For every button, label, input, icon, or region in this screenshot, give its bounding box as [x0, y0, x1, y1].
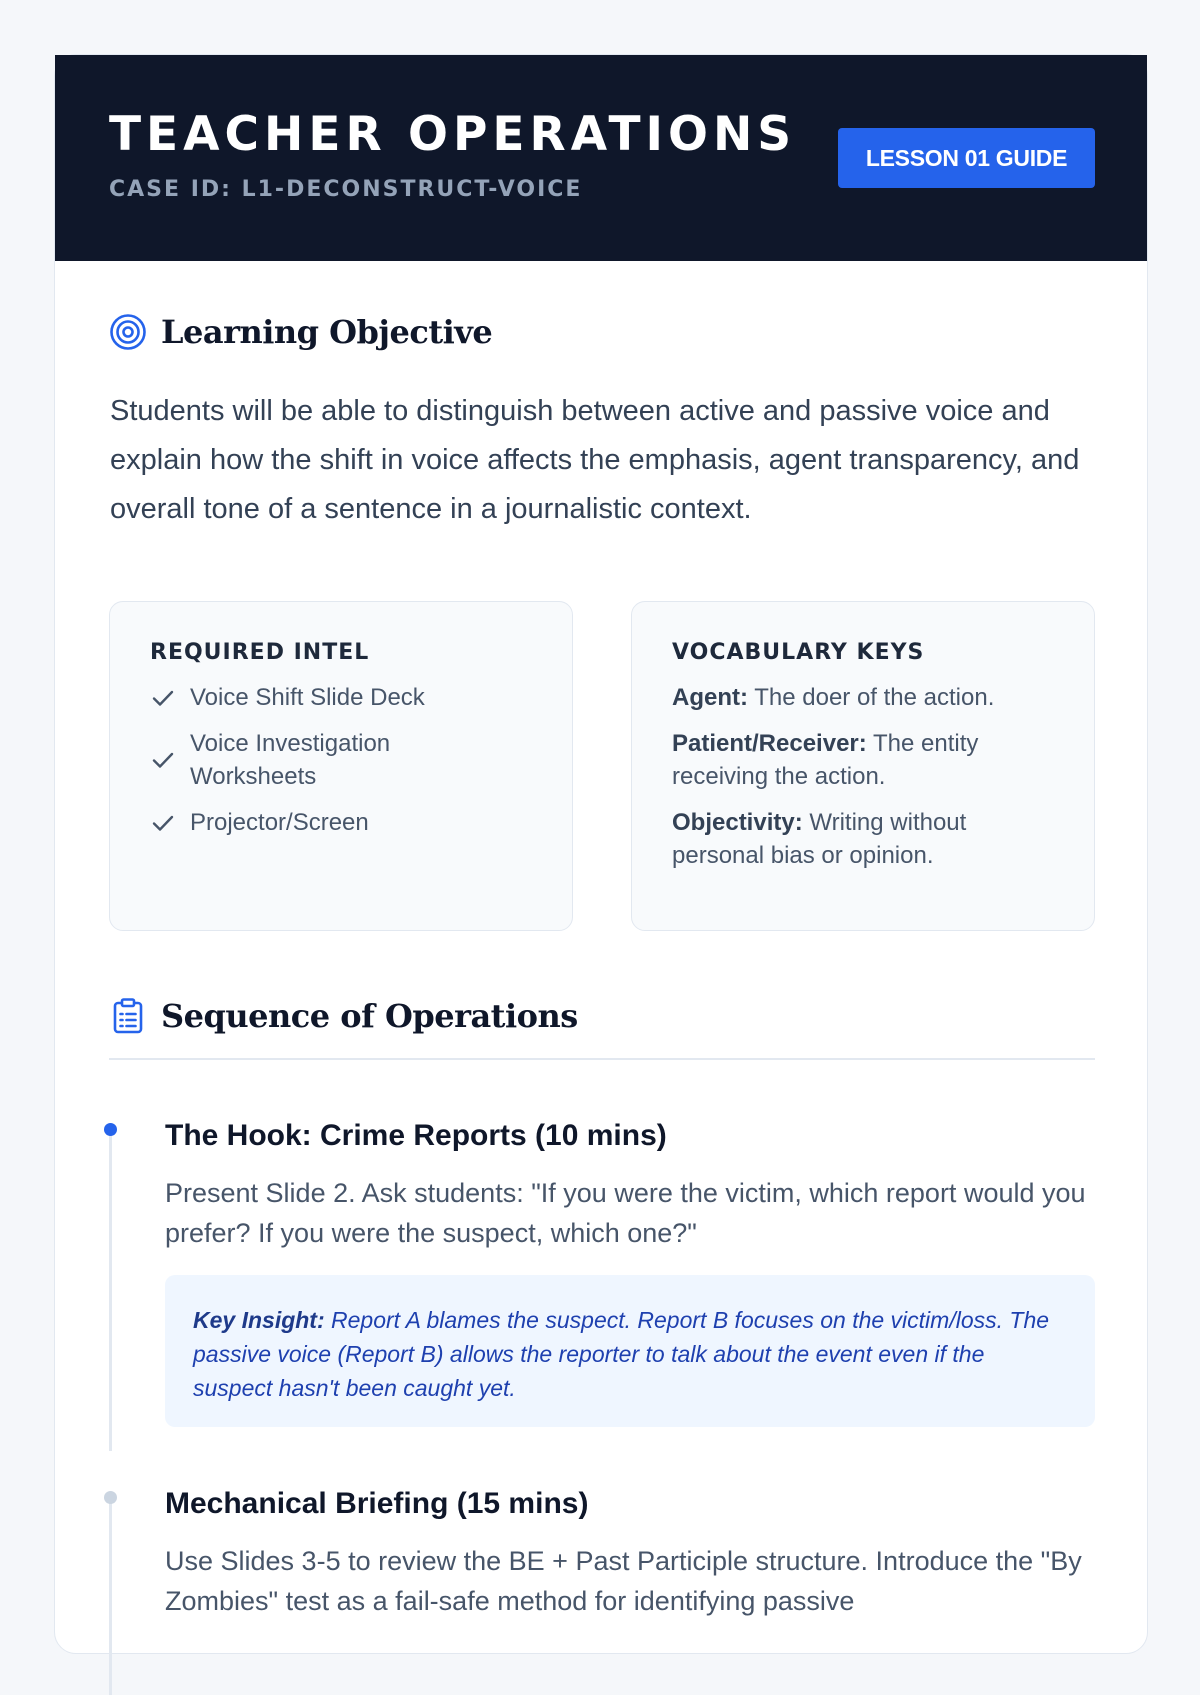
timeline-dot-inactive [104, 1491, 117, 1504]
vocab-term: Agent: [672, 684, 748, 711]
intel-item-label: Projector/Screen [190, 809, 369, 836]
key-insight-text: Report A blames the suspect. Report B focuses on the victim/loss. The passive voice (Report B) allows the reporter to talk about the event even if the suspect hasn't been caught yet. [193, 1307, 1050, 1401]
timeline-dot-active [104, 1123, 117, 1136]
step-title: Mechanical Briefing (15 mins) [165, 1487, 589, 1520]
vocab-term: Patient/Receiver: [672, 730, 867, 757]
timeline-step [109, 1119, 1095, 1487]
vocab-definition: The doer of the action. [747, 684, 995, 711]
intel-item [150, 681, 532, 714]
vocabulary-keys-panel [631, 601, 1095, 931]
learning-objective-title: Learning Objective [161, 313, 493, 351]
required-intel-title: REQUIRED INTEL [150, 640, 370, 665]
key-insight-label: Key Insight: [193, 1307, 325, 1333]
vocab-item [672, 806, 1054, 872]
target-icon [109, 313, 147, 351]
vocab-item [672, 681, 1054, 714]
step-description: Present Slide 2. Ask students: "If you were the victim, which report would you prefer? If you were the suspect, which one?" [165, 1178, 1086, 1248]
key-insight-box [165, 1275, 1095, 1427]
clipboard-list-icon [109, 997, 147, 1035]
vocab-definition: The entity receiving the action. [672, 730, 979, 790]
check-icon [150, 747, 176, 773]
section-divider [109, 1058, 1095, 1060]
sequence-heading [109, 997, 578, 1035]
timeline-step [109, 1487, 1095, 1695]
header-banner [55, 55, 1147, 261]
intel-item [150, 727, 532, 793]
vocab-definition: Writing without personal bias or opinion. [672, 809, 967, 869]
vocab-term: Objectivity: [672, 809, 803, 836]
step-description: Use Slides 3-5 to review the BE + Past Participle structure. Introduce the "By Zombies" test as a fail-safe method for identifying passive [165, 1546, 1082, 1616]
sequence-title: Sequence of Operations [161, 997, 578, 1035]
guide-card [54, 54, 1148, 1654]
vocab-item [672, 727, 1054, 793]
page-title: TEACHER OPERATIONS [109, 107, 797, 162]
intel-item-label: Voice Investigation Worksheets [190, 730, 391, 790]
vocabulary-keys-title: VOCABULARY KEYS [672, 640, 925, 665]
check-icon [150, 685, 176, 711]
timeline-rail [109, 1495, 112, 1695]
objective-text: Students will be able to distinguish between active and passive voice and explain how the shift in voice affects the emphasis, agent transparency, and overall tone of a sentence in a journalistic context. [110, 395, 1080, 525]
intel-item-label: Voice Shift Slide Deck [190, 684, 425, 711]
timeline-rail [109, 1127, 112, 1451]
intel-item [150, 806, 532, 839]
lesson-guide-button[interactable]: LESSON 01 GUIDE [838, 128, 1095, 188]
check-icon [150, 810, 176, 836]
step-title: The Hook: Crime Reports (10 mins) [165, 1119, 667, 1152]
learning-objective-heading [109, 313, 492, 351]
required-intel-panel [109, 601, 573, 931]
case-id: CASE ID: L1-DECONSTRUCT-VOICE [109, 177, 583, 202]
